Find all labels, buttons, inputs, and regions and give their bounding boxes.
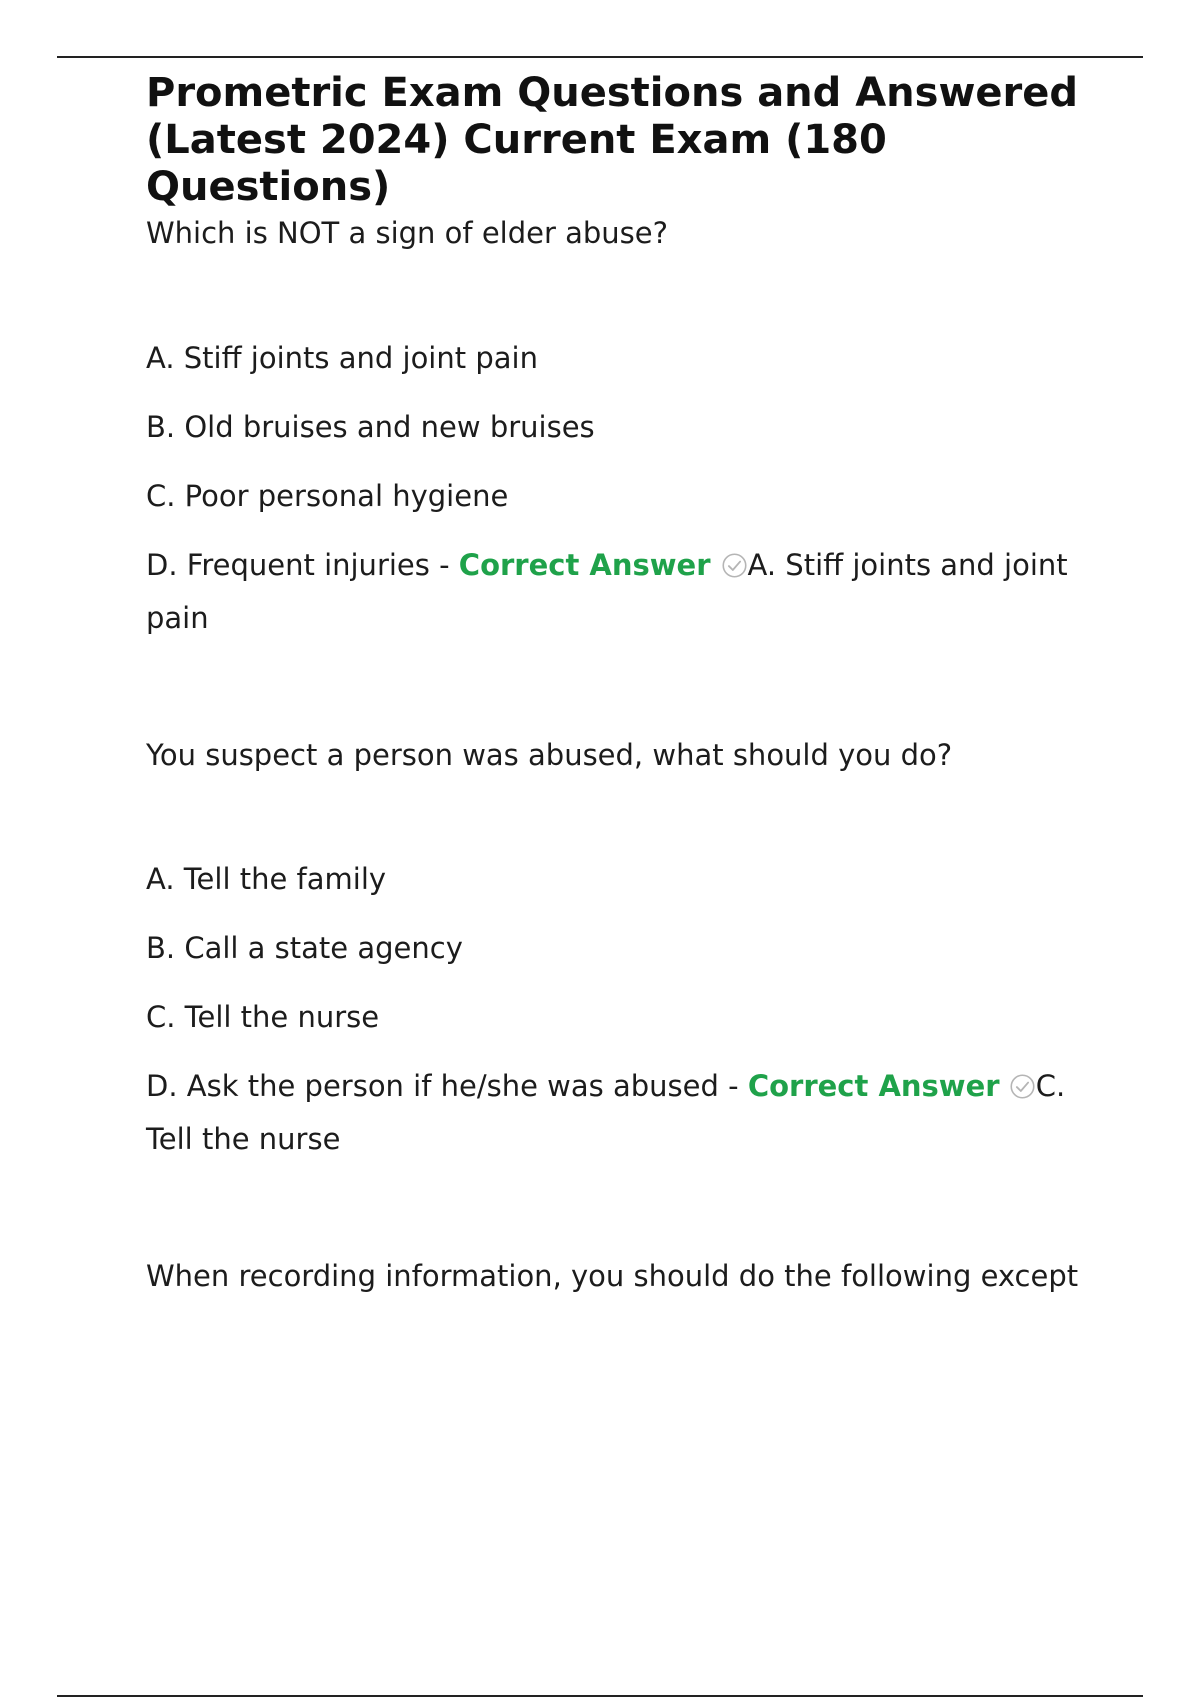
correct-answer-label: Correct Answer (747, 1069, 1000, 1103)
correct-answer-label: Correct Answer (458, 548, 711, 582)
page-content (146, 70, 1106, 1303)
question-3: When recording information, you should do the following except (146, 1259, 1079, 1293)
option-item: B. Call a state agency (146, 931, 463, 965)
question-2-options (146, 853, 1106, 1166)
option-item: C. Tell the nurse (146, 1000, 380, 1034)
top-rule (57, 56, 1143, 58)
option-item: A. Stiff joints and joint pain (146, 341, 538, 375)
document-title: Prometric Exam Questions and Answered (Latest 2024) Current Exam (180 Questions) (146, 70, 1079, 210)
question-1-options (146, 332, 1106, 645)
question-2: You suspect a person was abused, what should you do? (146, 738, 953, 772)
answer-text: C. Tell the nurse (146, 1069, 1066, 1156)
option-item: A. Tell the family (146, 862, 387, 896)
option-item: B. Old bruises and new bruises (146, 410, 595, 444)
question-1: Which is NOT a sign of elder abuse? (146, 216, 669, 250)
check-circle-icon (1009, 1073, 1036, 1100)
option-item: C. Poor personal hygiene (146, 479, 509, 513)
bottom-rule (57, 1695, 1143, 1697)
option-item: D. Ask the person if he/she was abused - (146, 1069, 748, 1103)
option-item: D. Frequent injuries - (146, 548, 459, 582)
option-with-answer (146, 1060, 1106, 1166)
check-circle-icon (721, 552, 748, 579)
answer-text: A. Stiff joints and joint pain (146, 548, 1068, 635)
option-with-answer (146, 539, 1106, 645)
